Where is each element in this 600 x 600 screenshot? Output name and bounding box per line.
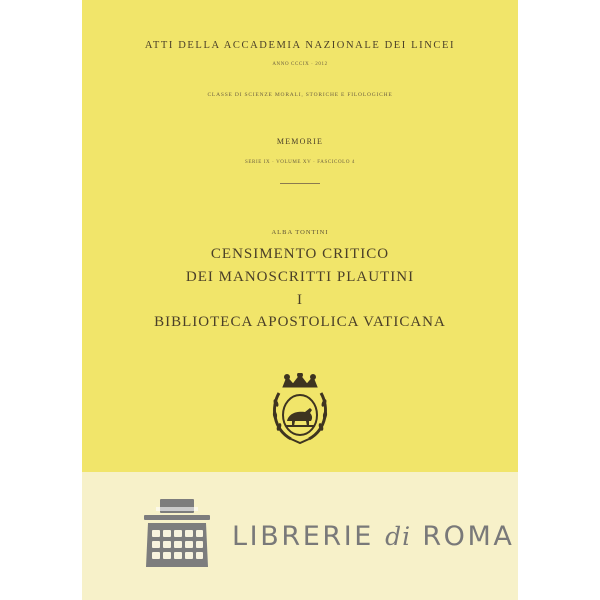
logo-word-librerie: LIBRERIE — [232, 521, 374, 552]
title-line-3: I — [297, 292, 303, 308]
year-line: ANNO CCCIX · 2012 — [272, 62, 328, 67]
title-line-1: CENSIMENTO CRITICO — [210, 246, 390, 262]
watermark-logo-text — [232, 521, 515, 552]
memorie-heading: MEMORIE — [276, 137, 324, 146]
title-line-2: DEI MANOSCRITTI PLAUTINI — [185, 269, 415, 285]
volume-line: SERIE IX · VOLUME XV · FASCICOLO 4 — [245, 160, 355, 165]
series-title: ATTI DELLA ACCADEMIA NAZIONALE DEI LINCEI — [144, 40, 456, 51]
logo-word-di: di — [385, 522, 412, 551]
logo-word-roma: ROMA — [422, 521, 515, 552]
lincei-lynx-emblem-icon — [269, 373, 331, 445]
author-name: ALBA TONTINI — [271, 229, 329, 236]
class-line: CLASSE DI SCIENZE MORALI, STORICHE E FILOLOGICHE — [207, 92, 393, 98]
divider-rule — [280, 183, 320, 184]
title-line-4: BIBLIOTECA APOSTOLICA VATICANA — [154, 314, 446, 330]
typewriter-icon — [142, 497, 212, 569]
